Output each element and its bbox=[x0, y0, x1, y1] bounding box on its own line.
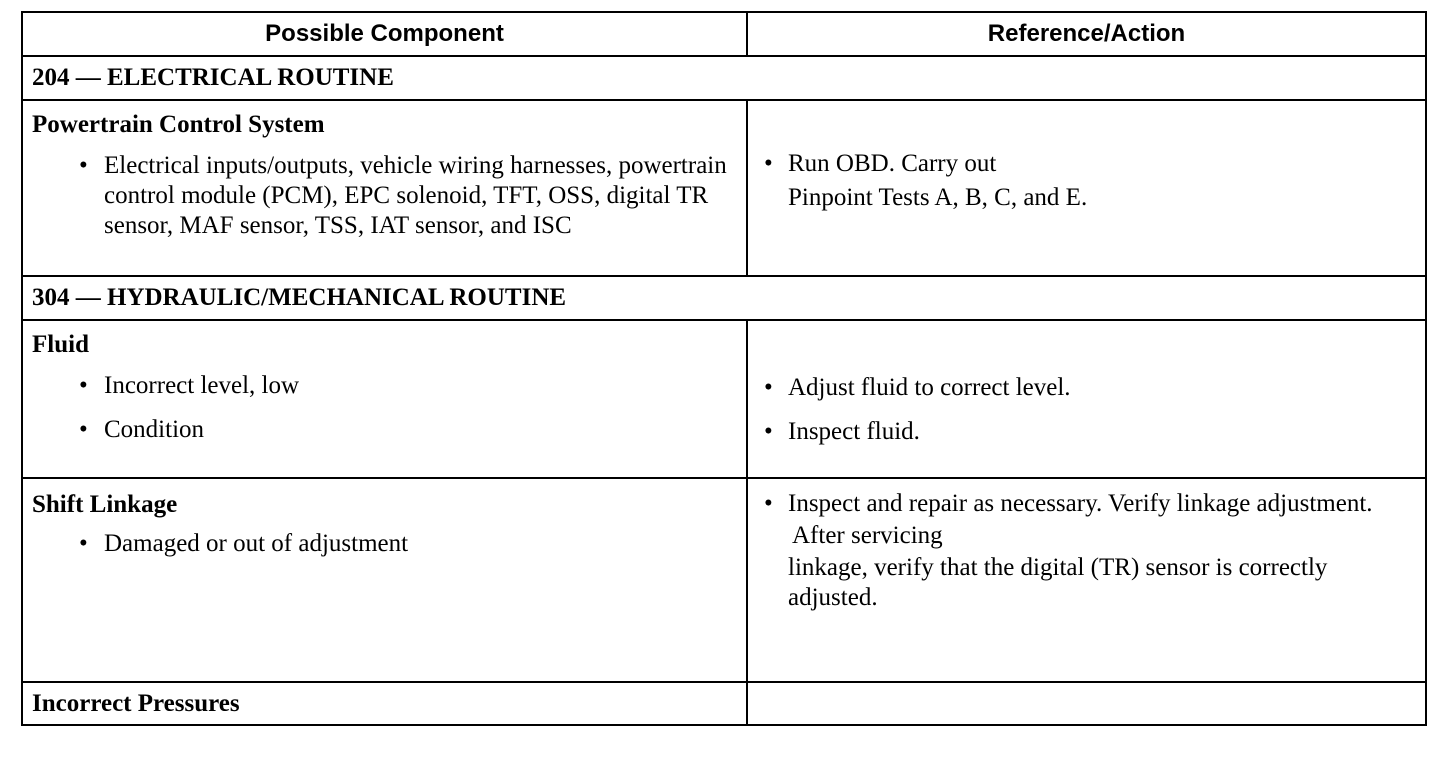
component-name: Incorrect Pressures bbox=[32, 689, 240, 717]
component-cell bbox=[22, 320, 747, 478]
bullet: • bbox=[764, 374, 773, 401]
component-cell bbox=[22, 100, 747, 276]
action-list bbox=[748, 373, 1425, 447]
list-item bbox=[23, 529, 746, 559]
table-row bbox=[22, 100, 1426, 276]
diagnostic-table bbox=[21, 11, 1427, 726]
list-item bbox=[748, 489, 1425, 519]
section-title-electrical: 204 — ELECTRICAL ROUTINE bbox=[22, 56, 1426, 100]
cause-list bbox=[23, 151, 746, 241]
component-name: Shift Linkage bbox=[32, 491, 178, 518]
table-row bbox=[22, 320, 1426, 478]
bullet: • bbox=[79, 152, 88, 179]
cause-text: Condition bbox=[104, 416, 205, 443]
action-text: Inspect fluid. bbox=[788, 418, 920, 445]
cause-text: Damaged or out of adjustment bbox=[104, 530, 409, 557]
bullet: • bbox=[79, 416, 88, 443]
cause-list bbox=[23, 371, 746, 445]
list-item bbox=[748, 149, 1425, 179]
bullet: • bbox=[764, 490, 773, 517]
header-row bbox=[22, 12, 1426, 56]
bullet: • bbox=[764, 418, 773, 445]
list-item bbox=[748, 373, 1425, 403]
action-text: Adjust fluid to correct level. bbox=[788, 374, 1071, 401]
bullet: • bbox=[79, 372, 88, 399]
component-cell bbox=[22, 478, 747, 682]
cause-list bbox=[23, 529, 746, 559]
section-row bbox=[22, 276, 1426, 320]
action-cell bbox=[747, 682, 1426, 725]
list-item bbox=[23, 371, 746, 401]
action-cell bbox=[747, 478, 1426, 682]
table-row bbox=[22, 478, 1426, 682]
list-item bbox=[23, 415, 746, 445]
component-name: Fluid bbox=[32, 331, 89, 358]
component-cell bbox=[22, 682, 747, 725]
action-continuation: After servicing bbox=[792, 522, 943, 549]
section-row bbox=[22, 56, 1426, 100]
action-list bbox=[748, 149, 1425, 179]
action-cell bbox=[747, 100, 1426, 276]
section-title-hydraulic: 304 — HYDRAULIC/MECHANICAL ROUTINE bbox=[22, 276, 1426, 320]
action-text: Run OBD. Carry out bbox=[788, 150, 997, 177]
list-item bbox=[23, 151, 746, 241]
bullet: • bbox=[79, 530, 88, 557]
component-name: Powertrain Control System bbox=[32, 111, 325, 138]
header-possible-component: Possible Component bbox=[22, 12, 747, 56]
action-continuation: Pinpoint Tests A, B, C, and E. bbox=[788, 184, 1088, 211]
action-cell bbox=[747, 320, 1426, 478]
cause-text: Electrical inputs/outputs, vehicle wiring harnesses, powertrain control module (PCM), EPC solenoid, TFT, OSS, digital TR sensor, MAF sensor, TSS, IAT sensor, and ISC bbox=[104, 152, 727, 239]
header-reference-action: Reference/Action bbox=[747, 12, 1426, 56]
action-list bbox=[748, 489, 1425, 519]
table-row bbox=[22, 682, 1426, 725]
bullet: • bbox=[764, 150, 773, 177]
list-item bbox=[748, 417, 1425, 447]
action-continuation: linkage, verify that the digital (TR) sensor is correctly adjusted. bbox=[788, 554, 1328, 611]
action-text: Inspect and repair as necessary. Verify linkage adjustment. bbox=[788, 490, 1373, 517]
cause-text: Incorrect level, low bbox=[104, 372, 300, 399]
